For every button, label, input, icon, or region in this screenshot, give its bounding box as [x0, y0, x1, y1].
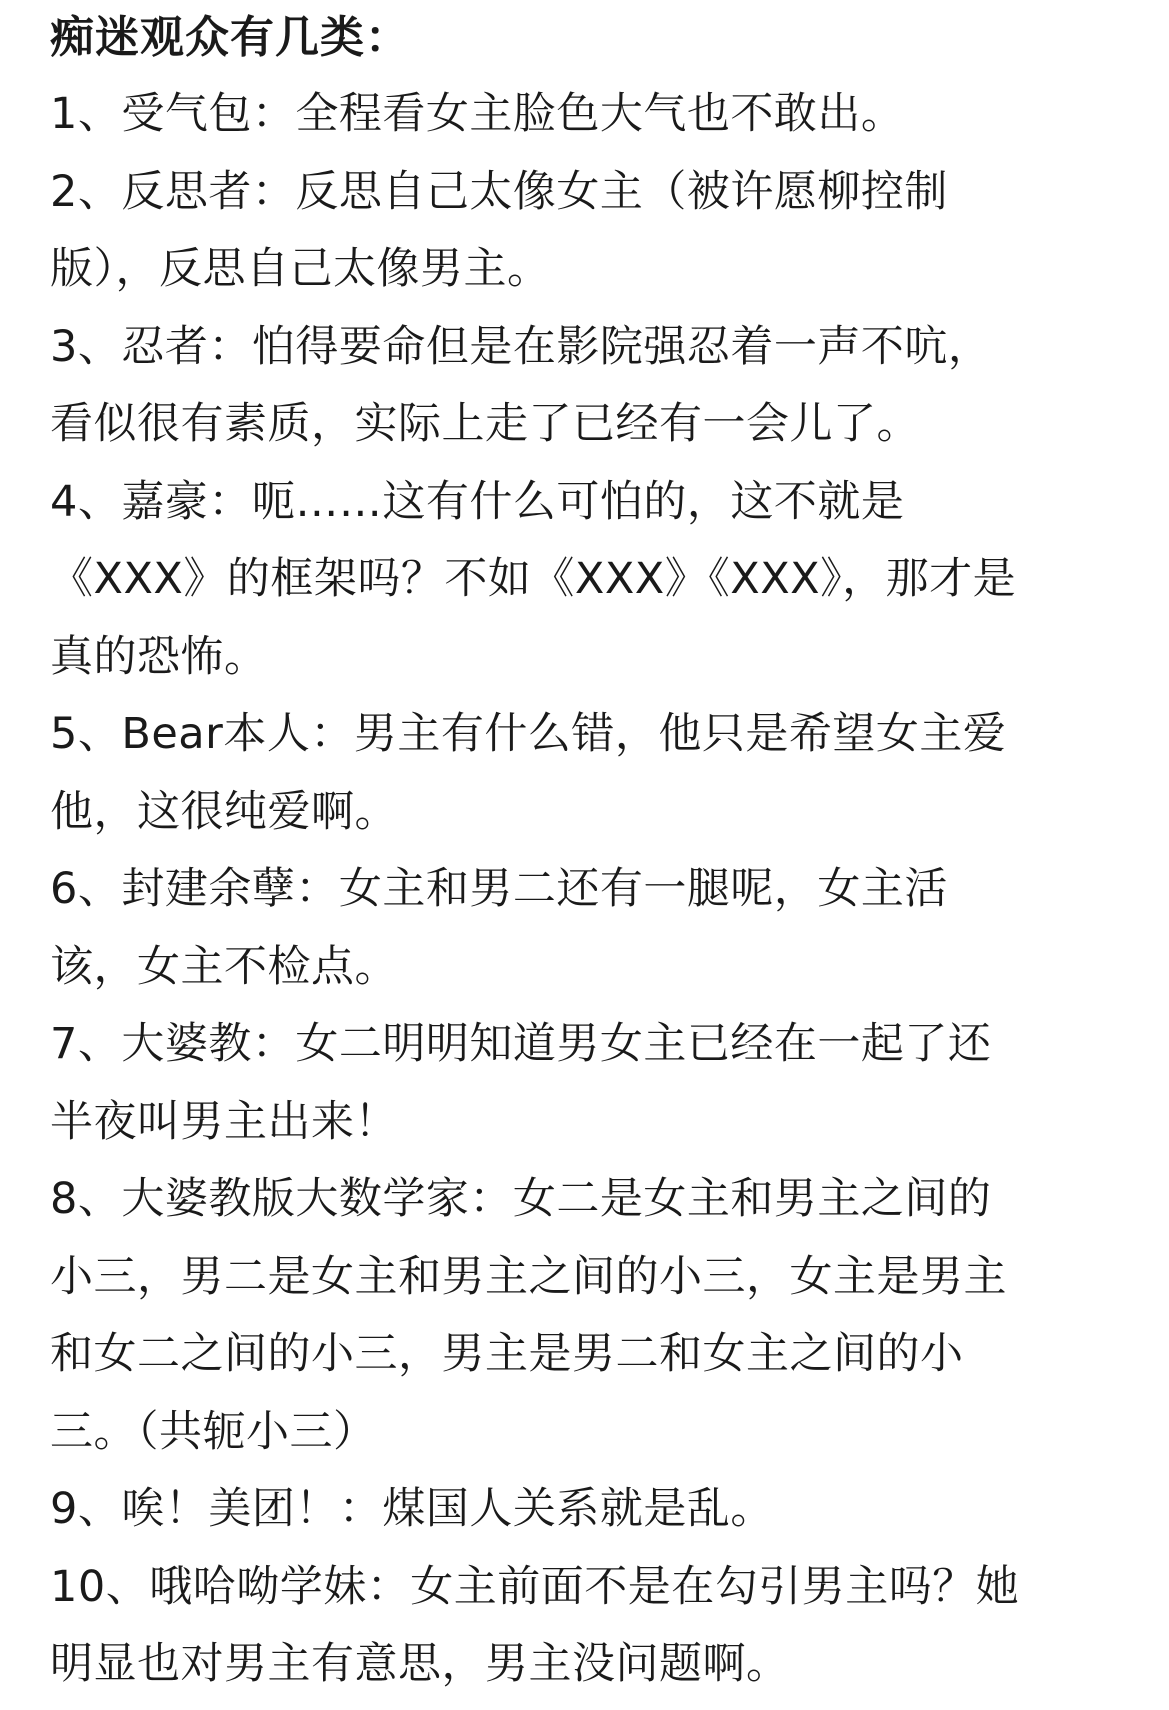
text-line-6: 4、嘉豪：呃……这有什么可怕的，这不就是	[50, 476, 905, 527]
text-line-17: 和女二之间的小三，男主是男二和女主之间的小	[50, 1329, 964, 1379]
text-line-19: 9、唉！美团！：煤国人关系就是乱。	[50, 1484, 774, 1534]
document-title: 痴迷观众有几类：	[50, 12, 410, 63]
text-line-18: 三。（共轭小三）	[50, 1406, 377, 1457]
text-line-11: 6、封建余孽：女主和男二还有一腿呢，女主活	[50, 864, 948, 914]
text-line-3: 版），反思自己太像男主。	[50, 244, 551, 294]
text-line-15: 8、大婆教版大数学家：女二是女主和男主之间的	[50, 1174, 992, 1224]
text-line-8: 真的恐怖。	[50, 631, 268, 682]
text-line-14: 半夜叫男主出来！	[50, 1096, 398, 1147]
text-line-21: 明显也对男主有意思，男主没问题啊。	[50, 1639, 790, 1689]
text-line-1: 1、受气包：全程看女主脸色大气也不敢出。	[50, 89, 905, 139]
text-line-7: 《XXX》的框架吗？不如《XXX》《XXX》，那才是	[50, 554, 1017, 604]
text-line-5: 看似很有素质，实际上走了已经有一会儿了。	[50, 399, 920, 449]
text-line-4: 3、忍者：怕得要命但是在影院强忍着一声不吭，	[50, 321, 992, 372]
text-line-2: 2、反思者：反思自己太像女主（被许愿柳控制	[50, 166, 948, 217]
text-line-20: 10、哦哈呦学妹：女主前面不是在勾引男主吗？她	[50, 1561, 1020, 1612]
text-line-10: 他，这很纯爱啊。	[50, 786, 398, 837]
text-line-13: 7、大婆教：女二明明知道男女主已经在一起了还	[50, 1019, 992, 1069]
text-line-9: 5、Bear本人：男主有什么错，他只是希望女主爱	[50, 709, 1007, 759]
text-line-12: 该，女主不检点。	[50, 941, 398, 992]
text-line-16: 小三，男二是女主和男主之间的小三，女主是男主	[50, 1251, 1007, 1302]
document-body	[50, 76, 1129, 1704]
